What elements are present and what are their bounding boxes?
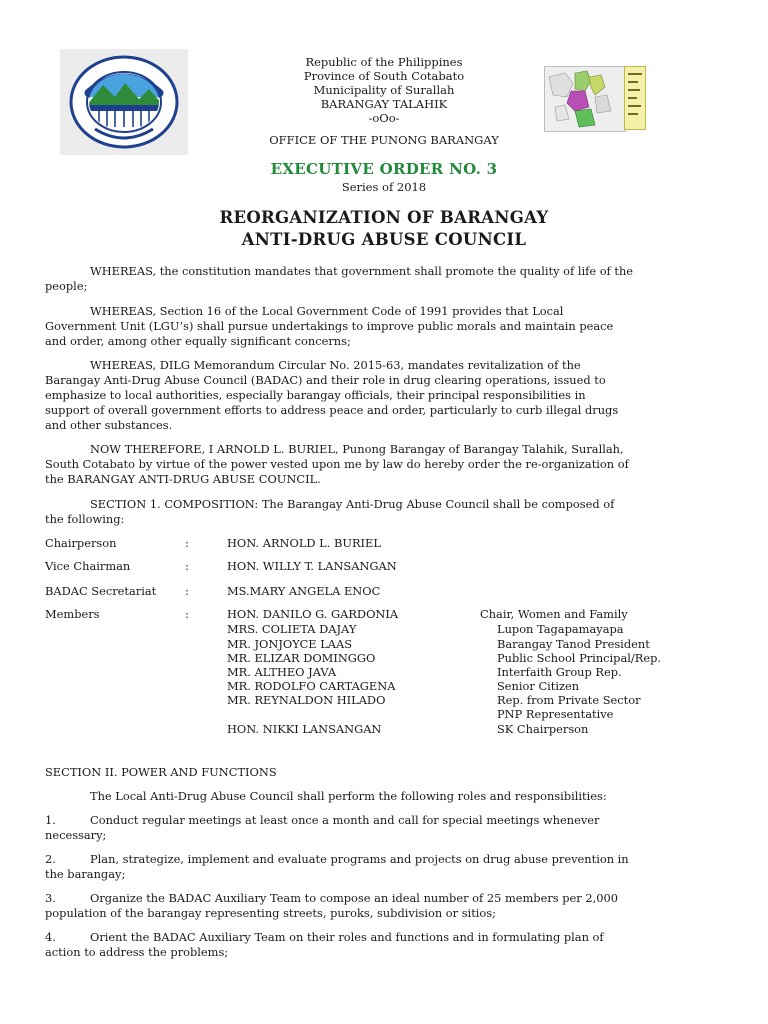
paragraph-line: The Local Anti-Drug Abuse Council shall perform the following roles and responsibilities: [90,789,607,803]
legend-icon [625,67,645,129]
header-barangay: BARANGAY TALAHIK [320,97,448,111]
paragraph-line: emphasize to local authorities, especially barangay officials, their principal responsibilities in [45,388,586,402]
role-secretariat: BADAC Secretariat [45,584,157,598]
member-title: PNP Representative [497,707,614,721]
member-name: MR. RODOLFO CARTAGENA [227,679,396,693]
item-number: 2. [45,852,56,866]
role-members: Members [45,607,100,621]
item-number: 1. [45,813,56,827]
paragraph-line: South Cotabato by virtue of the power vested upon me by law do hereby order the re-organization of [45,457,629,471]
paragraph-line: support of overall government efforts to address peace and order, particularly to curb illegal drugs [45,403,619,417]
paragraph-line: WHEREAS, DILG Memorandum Circular No. 2015-63, mandates revitalization of the [90,358,581,372]
paragraph-line: the BARANGAY ANTI-DRUG ABUSE COUNCIL. [45,472,321,486]
member-title: Public School Principal/Rep. [497,651,661,665]
main-title-line1: REORGANIZATION OF BARANGAY [219,208,549,227]
paragraph-line: and order, among other equally significant concerns; [45,334,351,348]
paragraph-line: the following: [45,512,125,526]
function-item [45,891,725,921]
function-item [45,852,725,882]
barangay-map-image [544,66,626,132]
series-label: Series of 2018 [341,180,427,194]
colon: : [185,607,189,621]
header-office: OFFICE OF THE PUNONG BARANGAY [269,133,499,147]
member-name: MR. JONJOYCE LAAS [227,637,353,651]
paragraph-line: Barangay Anti-Drug Abuse Council (BADAC) and their role in drug clearing operations, issued to [45,373,606,387]
now-therefore-paragraph [45,442,725,487]
paragraph-line: population of the barangay representing streets, puroks, subdivision or sitios; [45,906,496,920]
member-title: SK Chairperson [497,722,589,736]
role-chairperson: Chairperson [45,536,117,550]
member-name: HON. NIKKI LANSANGAN [227,722,382,736]
member-title: Rep. from Private Sector [497,693,641,707]
section2-intro [45,789,725,804]
paragraph-line: necessary; [45,828,107,842]
name-vice-chairman: HON. WILLY T. LANSANGAN [227,559,397,573]
barangay-seal-frame [60,49,188,155]
item-number: 3. [45,891,56,905]
paragraph-line: Organize the BADAC Auxiliary Team to compose an ideal number of 25 members per 2,000 [90,891,618,905]
paragraph-line: action to address the problems; [45,945,229,959]
name-chairperson: HON. ARNOLD L. BURIEL [227,536,381,550]
header-province: Province of South Cotabato [303,69,465,83]
member-name: MR. REYNALDON HILADO [227,693,386,707]
paragraph-line: the barangay; [45,867,126,881]
map-legend-image [624,66,646,130]
paragraph-line: WHEREAS, Section 16 of the Local Government Code of 1991 provides that Local [90,304,564,318]
paragraph-line: Government Unit (LGU’s) shall pursue undertakings to improve public morals and maintain peace [45,319,614,333]
member-name: MR. ALTHEO JAVA [227,665,337,679]
whereas-paragraph [45,264,725,294]
colon: : [185,584,189,598]
paragraph-line: and other substances. [45,418,173,432]
main-title-line2: ANTI-DRUG ABUSE COUNCIL [241,230,527,249]
header-municipality: Municipality of Surallah [313,83,455,97]
paragraph-line: people; [45,279,88,293]
name-secretariat: MS.MARY ANGELA ENOC [227,584,381,598]
section1-paragraph [45,497,725,527]
member-title: Barangay Tanod President [497,637,650,651]
member-name: MR. ELIZAR DOMINGGO [227,651,376,665]
paragraph-line: Orient the BADAC Auxiliary Team on their roles and functions and in formulating plan of [90,930,604,944]
colon: : [185,536,189,550]
paragraph-line: SECTION 1. COMPOSITION: The Barangay Anti-Drug Abuse Council shall be composed of [90,497,615,511]
paragraph-line: Conduct regular meetings at least once a month and call for special meetings whenever [90,813,600,827]
paragraph-line: Plan, strategize, implement and evaluate programs and projects on drug abuse prevention in [90,852,629,866]
map-icon [545,67,625,131]
section2-heading: SECTION II. POWER AND FUNCTIONS [45,765,277,779]
role-vice-chairman: Vice Chairman [45,559,131,573]
member-title: Interfaith Group Rep. [497,665,622,679]
item-number: 4. [45,930,56,944]
member-title: Lupon Tagapamayapa [497,622,624,636]
colon: : [185,559,189,573]
function-item [45,930,725,960]
paragraph-line: NOW THEREFORE, I ARNOLD L. BURIEL, Punong Barangay of Barangay Talahik, Surallah, [90,442,624,456]
executive-order-title: EXECUTIVE ORDER NO. 3 [270,160,498,178]
member-name: MRS. COLIETA DAJAY [227,622,357,636]
paragraph-line: WHEREAS, the constitution mandates that government shall promote the quality of life of the [90,264,634,278]
whereas-paragraph [45,358,725,433]
header-separator: -oOo- [368,111,400,125]
member-name: HON. DANILO G. GARDONIA [227,607,399,621]
member-title: Chair, Women and Family [480,607,628,621]
function-item [45,813,725,843]
whereas-paragraph [45,304,725,349]
barangay-seal-icon [67,53,181,151]
member-title: Senior Citizen [497,679,580,693]
header-republic: Republic of the Philippines [305,55,463,69]
